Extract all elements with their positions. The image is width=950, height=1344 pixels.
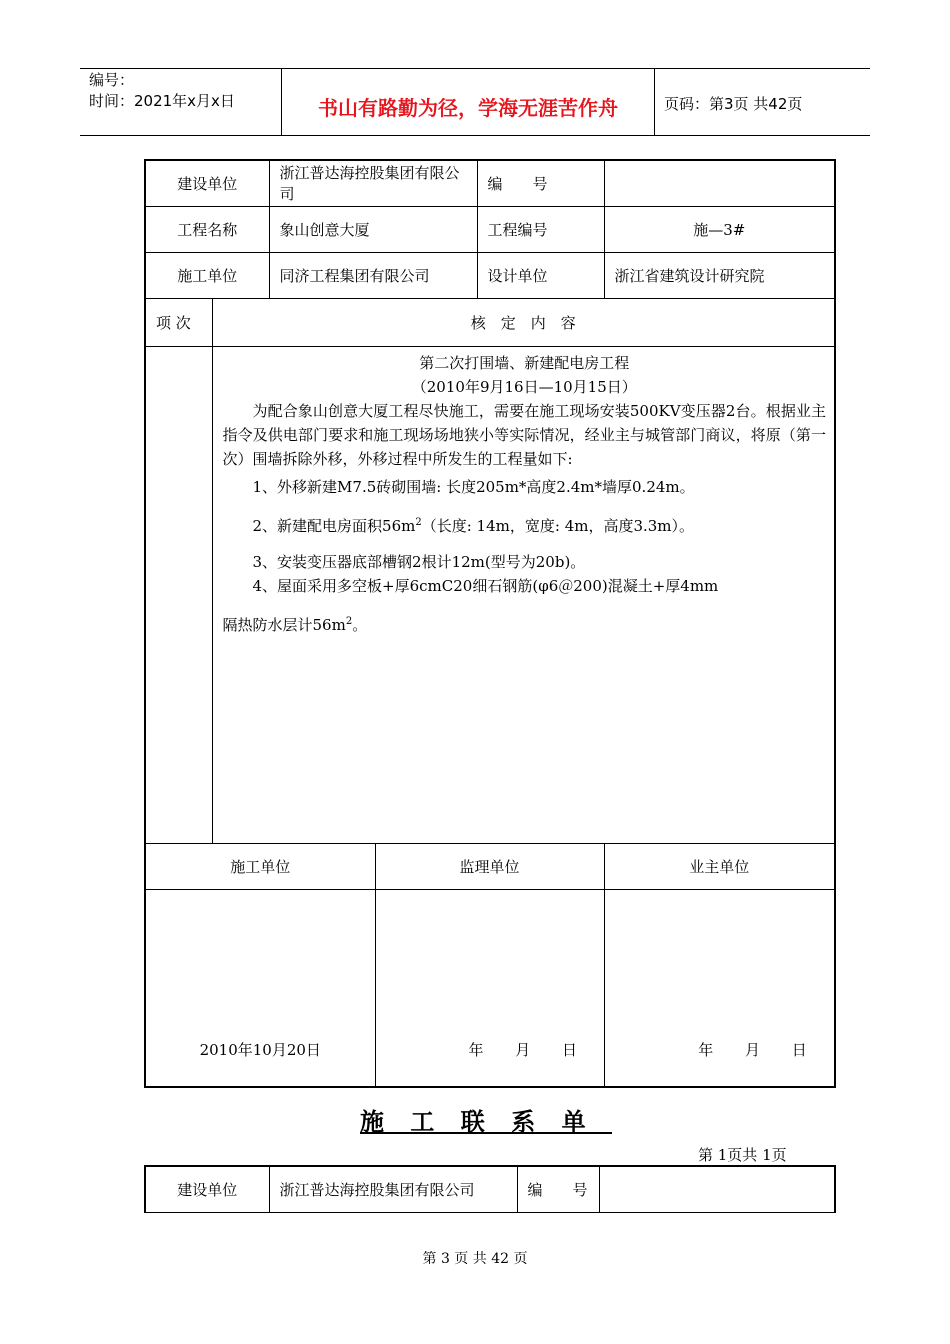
build-unit-label: 建设单位	[145, 160, 269, 206]
content-item-4b	[223, 610, 827, 637]
header-time: 时间：2021年x月x日	[89, 92, 235, 110]
next-doc-title: 施工联系单	[360, 1107, 612, 1136]
next-doc-page-info: 第 1页共 1页	[698, 1146, 787, 1164]
sig-owner-date: 年 月 日	[604, 889, 835, 1087]
content-title: 第二次打围墙、新建配电房工程	[419, 353, 630, 372]
next-build-unit-value: 浙江普达海控股集团有限公司	[269, 1166, 517, 1212]
number-value	[604, 160, 835, 206]
content-item-3: 3、安装变压器底部槽钢2根计12m(型号为20b)。	[252, 552, 586, 571]
content-item-2	[223, 511, 827, 538]
content-item-4b-main: 隔热防水层计56m	[222, 615, 346, 634]
content-label: 核 定 内 容	[212, 298, 835, 346]
sig-supervise-label: 监理单位	[375, 843, 604, 889]
project-name-label: 工程名称	[145, 206, 269, 252]
item-label: 项 次	[145, 298, 212, 346]
content-item-2-main: 2、新建配电房面积56m	[252, 516, 416, 535]
content-intro: 为配合象山创意大厦工程尽快施工，需要在施工现场安装500KV变压器2台。根据业主指令及供电部门要求和施工现场场地狭小等实际情况，经业主与城管部门商议，将原（第一次）围墙拆除外移，外移过程中所发生的工程量如下:	[222, 401, 827, 468]
header-motto: 书山有路勤为径，学海无涯苦作舟	[318, 96, 618, 120]
header-top-rule	[80, 68, 870, 69]
construct-unit-value: 同济工程集团有限公司	[269, 252, 477, 298]
header-divider-right	[654, 68, 655, 136]
sig-owner-label: 业主单位	[604, 843, 835, 889]
build-unit-value: 浙江普达海控股集团有限公司	[269, 160, 477, 206]
item-number-cell	[145, 346, 212, 843]
next-build-unit-label: 建设单位	[145, 1166, 269, 1212]
next-number-value	[599, 1166, 835, 1212]
design-unit-label: 设计单位	[477, 252, 604, 298]
design-unit-value: 浙江省建筑设计研究院	[604, 252, 835, 298]
project-name-value: 象山创意大厦	[269, 206, 477, 252]
sig-supervise-date: 年 月 日	[375, 889, 604, 1087]
content-period: （2010年9月16日—10月15日）	[411, 377, 637, 396]
project-no-label: 工程编号	[477, 206, 604, 252]
content-item-1: 1、外移新建M7.5砖砌围墙: 长度205m*高度2.4m*墙厚0.24m。	[252, 477, 695, 496]
content-item-2-sup: 2	[415, 516, 422, 528]
content-item-4b-sup: 2	[345, 615, 353, 627]
content-item-4a: 4、屋面采用多空板+厚6cmC20细石钢筋(φ6＠200)混凝土+厚4mm	[252, 576, 719, 595]
content-item-4b-rest: 。	[352, 615, 368, 634]
next-number-label: 编 号	[517, 1166, 599, 1212]
sig-construct-date: 2010年10月20日	[145, 889, 375, 1087]
sig-construct-label: 施工单位	[145, 843, 375, 889]
approved-content	[212, 346, 835, 843]
header-number-label: 编号：	[89, 71, 135, 89]
header-page-code: 页码：第3页 共42页	[664, 95, 803, 113]
page-footer: 第 3 页 共 42 页	[422, 1251, 528, 1267]
project-no-value: 施—3#	[604, 206, 835, 252]
number-label: 编 号	[477, 160, 604, 206]
construction-form-table	[144, 159, 836, 1088]
content-item-2-rest: （长度: 14m，宽度: 4m，高度3.3m）。	[421, 516, 695, 535]
next-doc-table	[144, 1165, 836, 1213]
construct-unit-label: 施工单位	[145, 252, 269, 298]
header-bottom-rule	[80, 135, 870, 136]
header-meta	[89, 70, 235, 112]
